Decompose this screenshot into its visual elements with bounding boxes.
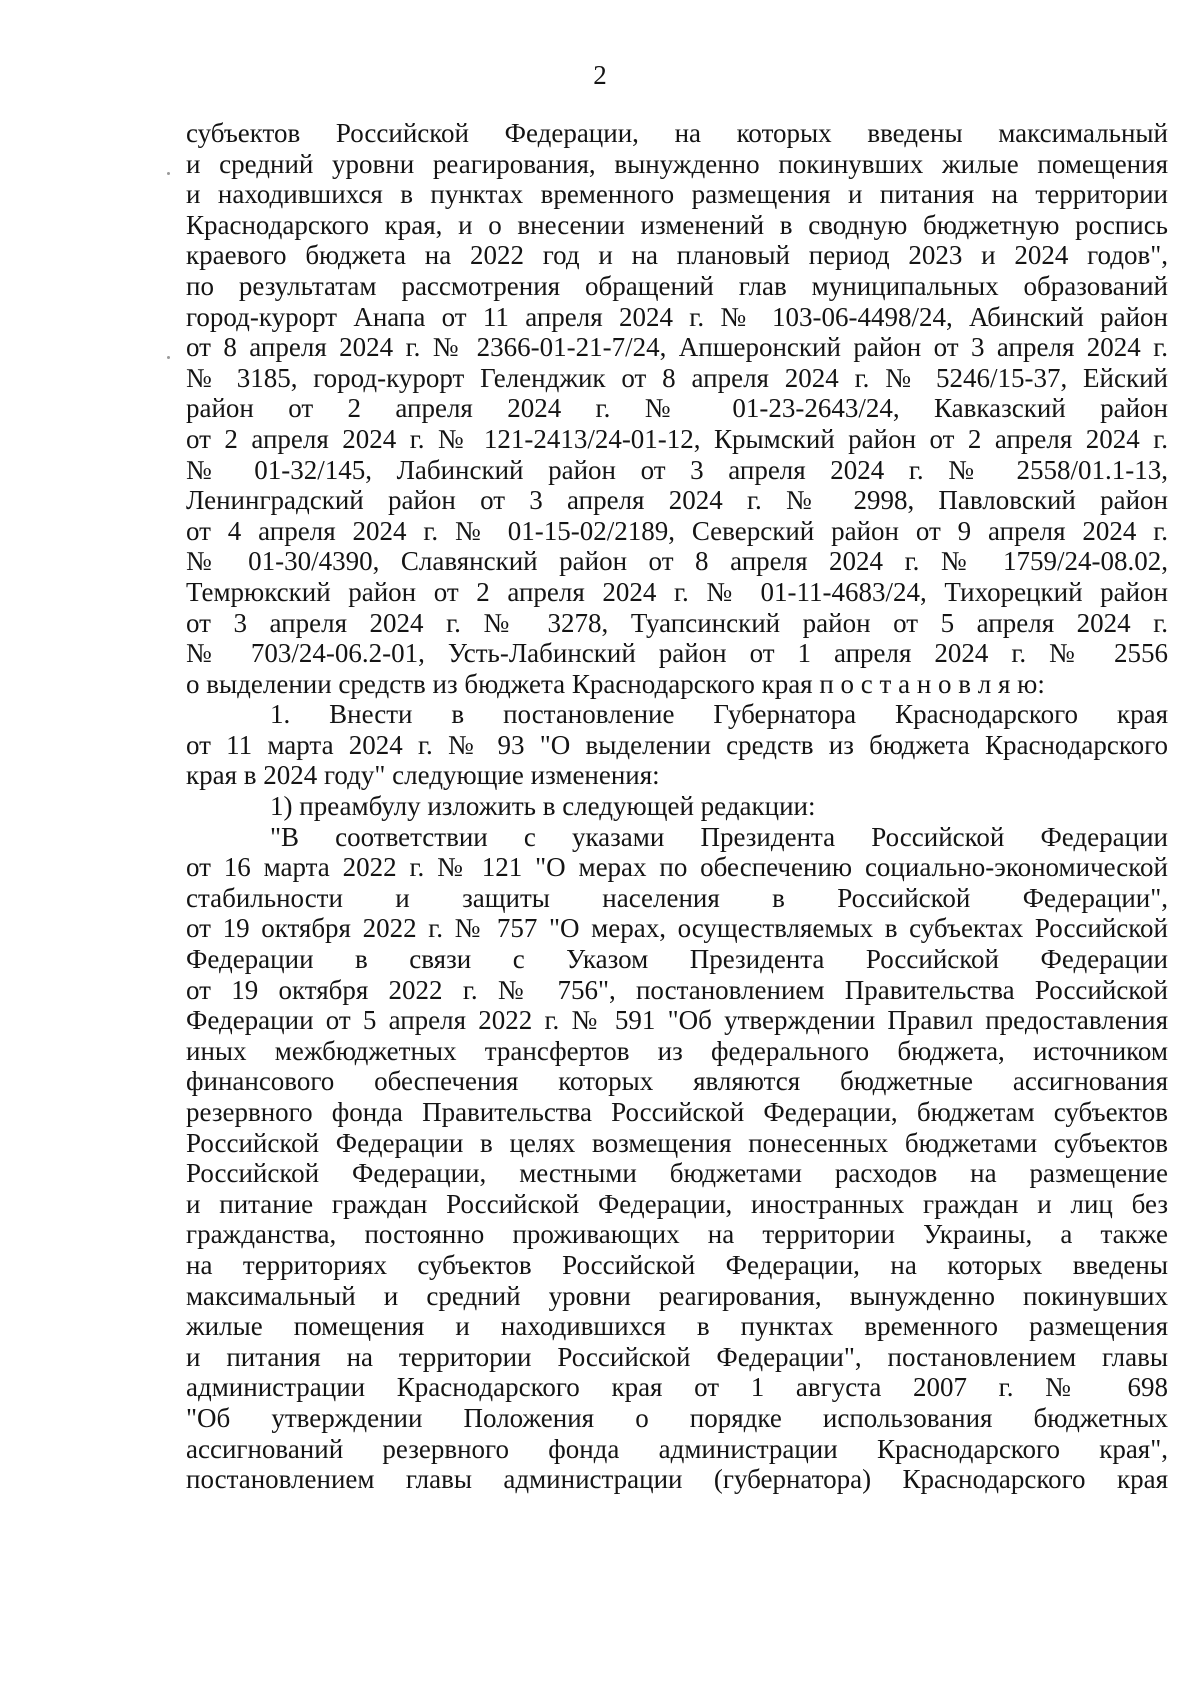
text-line: Российской Федерации в целях возмещения понесенных бюджетами субъектов xyxy=(186,1127,1168,1158)
document-body xyxy=(186,118,1168,1495)
text-line: город-курорт Анапа от 11 апреля 2024 г. № 103-06-4498/24, Абинский район xyxy=(186,301,1168,332)
text-line: о выделении средств из бюджета Краснодарского края п о с т а н о в л я ю: xyxy=(186,668,1045,699)
text-line: краевого бюджета на 2022 год и на плановый период 2023 и 2024 годов", xyxy=(186,240,1168,271)
text-line: от 4 апреля 2024 г. № 01-15-02/2189, Северский район от 9 апреля 2024 г. xyxy=(186,515,1168,546)
text-line: края в 2024 году" следующие изменения: xyxy=(186,760,660,791)
text-line: стабильности и защиты населения в Российской Федерации", xyxy=(186,882,1168,913)
text-line: гражданства, постоянно проживающих на территории Украины, а также xyxy=(186,1219,1168,1250)
text-line: от 19 октября 2022 г. № 756", постановлением Правительства Российской xyxy=(186,974,1168,1005)
text-line: и питание граждан Российской Федерации, иностранных граждан и лиц без xyxy=(186,1188,1168,1219)
text-line: от 11 марта 2024 г. № 93 "О выделении средств из бюджета Краснодарского xyxy=(186,729,1168,760)
text-line: на территориях субъектов Российской Федерации, на которых введены xyxy=(186,1249,1168,1280)
text-line: и питания на территории Российской Федерации", постановлением главы xyxy=(186,1341,1168,1372)
text-line: "В соответствии с указами Президента Российской Федерации xyxy=(270,821,1168,852)
text-line: Федерации от 5 апреля 2022 г. № 591 "Об утверждении Правил предоставления xyxy=(186,1005,1168,1036)
text-line: 1. Внести в постановление Губернатора Краснодарского края xyxy=(270,699,1168,730)
text-line: район от 2 апреля 2024 г. № 01-23-2643/24, Кавказский район xyxy=(186,393,1168,424)
text-line: "Об утверждении Положения о порядке использования бюджетных xyxy=(186,1402,1168,1433)
text-line: № 703/24-06.2-01, Усть-Лабинский район от 1 апреля 2024 г. № 2556 xyxy=(186,638,1168,669)
text-line: и находившихся в пунктах временного размещения и питания на территории xyxy=(186,179,1168,210)
text-line: Ленинградский район от 3 апреля 2024 г. № 2998, Павловский район xyxy=(186,485,1168,516)
page-number: 2 xyxy=(593,60,607,90)
scan-speck xyxy=(167,356,170,359)
text-line: максимальный и средний уровни реагирования, вынужденно покинувших xyxy=(186,1280,1168,1311)
text-line: от 8 апреля 2024 г. № 2366-01-21-7/24, Апшеронский район от 3 апреля 2024 г. xyxy=(186,332,1168,363)
text-line: постановлением главы администрации (губернатора) Краснодарского края xyxy=(186,1464,1168,1495)
text-line: иных межбюджетных трансфертов из федерального бюджета, источником xyxy=(186,1035,1168,1066)
text-line: от 2 апреля 2024 г. № 121-2413/24-01-12, Крымский район от 2 апреля 2024 г. xyxy=(186,423,1168,454)
text-line: Краснодарского края, и о внесении изменений в сводную бюджетную роспись xyxy=(186,209,1168,240)
text-line: финансового обеспечения которых являются бюджетные ассигнования xyxy=(186,1066,1168,1097)
text-line: ассигнований резервного фонда администрации Краснодарского края", xyxy=(186,1433,1168,1464)
text-line: по результатам рассмотрения обращений глав муниципальных образований xyxy=(186,270,1168,301)
text-line: от 16 марта 2022 г. № 121 "О мерах по обеспечению социально-экономической xyxy=(186,852,1168,883)
text-line: № 01-32/145, Лабинский район от 3 апреля 2024 г. № 2558/01.1-13, xyxy=(186,454,1168,485)
text-line: № 3185, город-курорт Геленджик от 8 апреля 2024 г. № 5246/15-37, Ейский xyxy=(186,362,1168,393)
text-line: 1) преамбулу изложить в следующей редакции: xyxy=(270,791,816,822)
text-line: № 01-30/4390, Славянский район от 8 апреля 2024 г. № 1759/24-08.02, xyxy=(186,546,1168,577)
text-line: Федерации в связи с Указом Президента Российской Федерации xyxy=(186,944,1168,975)
text-line: от 19 октября 2022 г. № 757 "О мерах, осуществляемых в субъектах Российской xyxy=(186,913,1168,944)
text-line: от 3 апреля 2024 г. № 3278, Туапсинский район от 5 апреля 2024 г. xyxy=(186,607,1168,638)
text-line: администрации Краснодарского края от 1 августа 2007 г. № 698 xyxy=(186,1372,1168,1403)
text-line: жилые помещения и находившихся в пунктах временного размещения xyxy=(186,1311,1168,1342)
scan-speck xyxy=(167,172,170,175)
text-line: Темрюкский район от 2 апреля 2024 г. № 01-11-4683/24, Тихорецкий район xyxy=(186,576,1168,607)
text-line: резервного фонда Правительства Российской Федерации, бюджетам субъектов xyxy=(186,1097,1168,1127)
text-line: и средний уровни реагирования, вынужденно покинувших жилые помещения xyxy=(186,148,1168,179)
text-line: Российской Федерации, местными бюджетами расходов на размещение xyxy=(186,1158,1168,1189)
text-line: субъектов Российской Федерации, на которых введены максимальный xyxy=(186,118,1168,148)
